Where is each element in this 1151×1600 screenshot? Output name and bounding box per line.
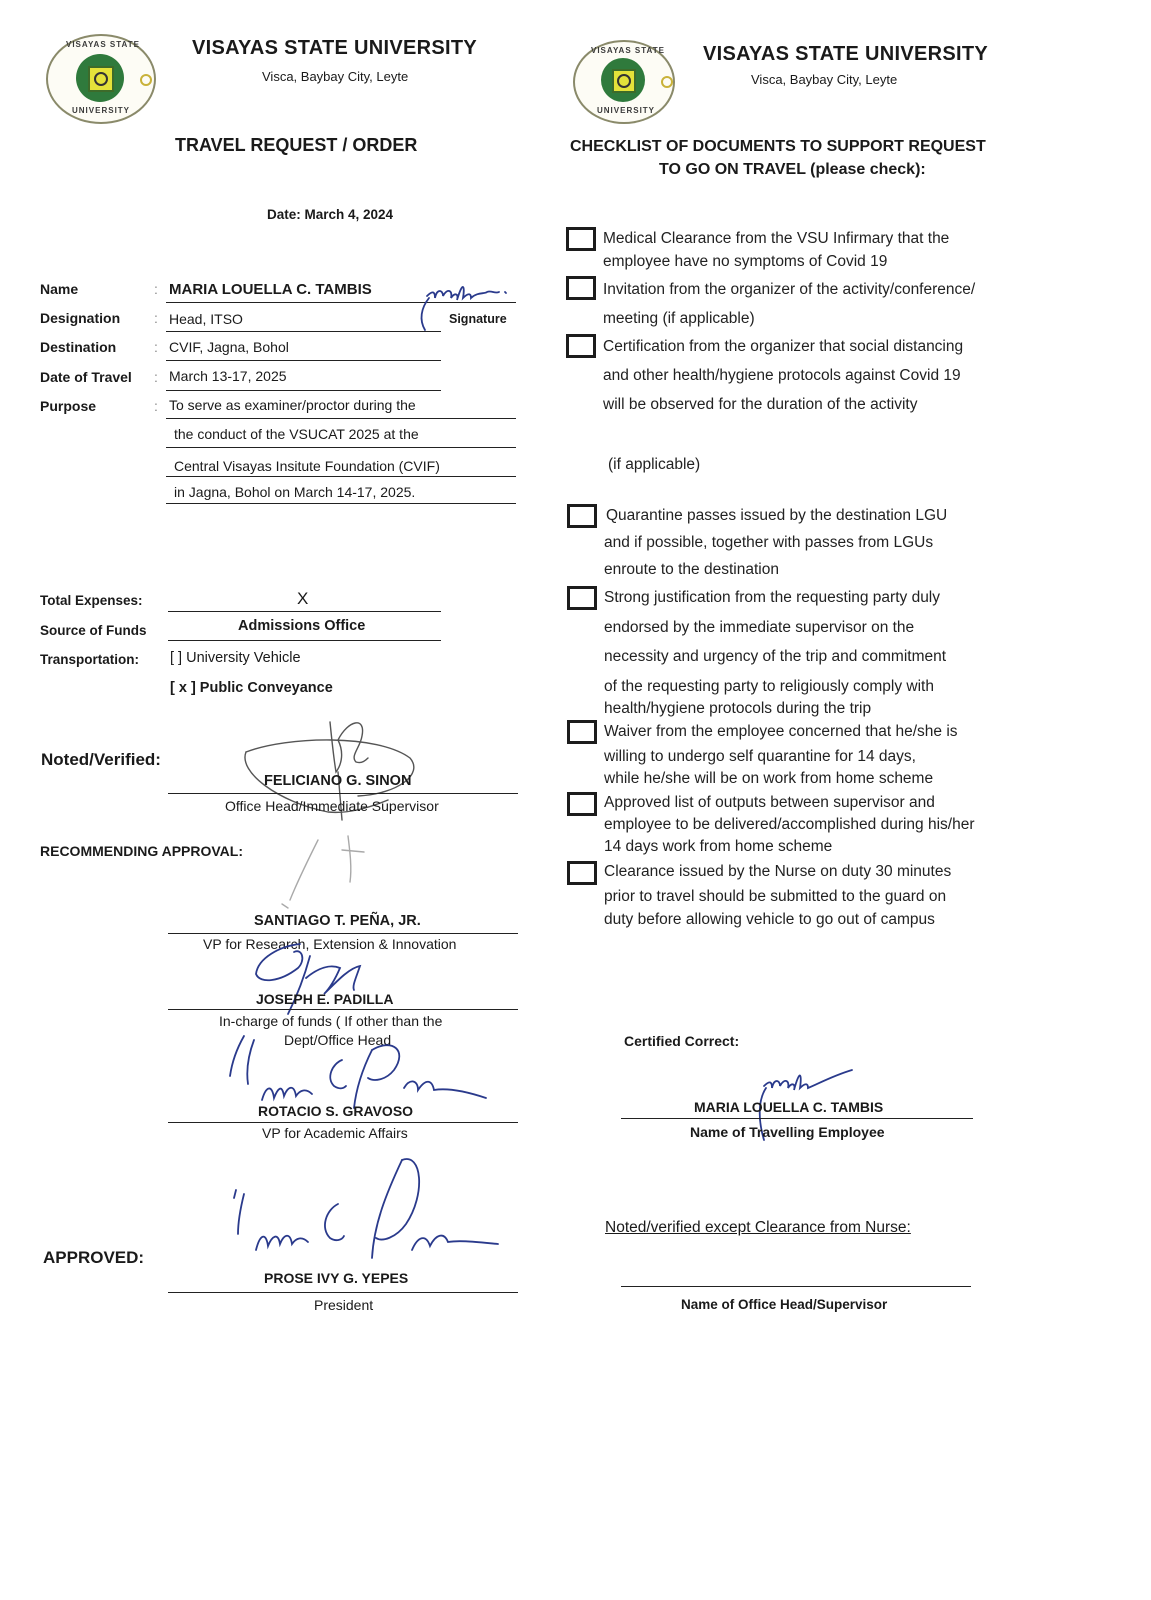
supervisor-title: Office Head/Immediate Supervisor xyxy=(225,798,439,814)
supervisor-name: FELICIANO G. SINON xyxy=(264,773,412,789)
noted-verified-label: Noted/Verified: xyxy=(41,750,161,769)
checklist-text: Strong justification from the requesting party duly xyxy=(604,589,941,606)
designation-underline xyxy=(166,331,441,332)
checklist-text: meeting (if applicable) xyxy=(603,310,755,327)
seal-text-bottom: UNIVERSITY xyxy=(597,106,656,115)
source-of-funds-label: Source of Funds xyxy=(40,623,147,638)
vp-academic-signature xyxy=(222,1030,492,1110)
purpose-line: in Jagna, Bohol on March 14-17, 2025. xyxy=(174,484,416,500)
destination-underline xyxy=(166,360,441,361)
checklist-text: while he/she will be on work from home scheme xyxy=(604,770,934,787)
checklist-text: Clearance issued by the Nurse on duty 30 minutes xyxy=(604,863,952,880)
university-seal-logo xyxy=(46,34,156,124)
total-expenses-value: X xyxy=(297,589,309,608)
president-signature xyxy=(226,1154,506,1264)
checklist-title: CHECKLIST OF DOCUMENTS TO SUPPORT REQUEST xyxy=(570,138,986,155)
university-address: Visca, Baybay City, Leyte xyxy=(262,69,409,84)
source-of-funds-value: Admissions Office xyxy=(238,618,366,634)
checklist-text: Quarantine passes issued by the destination LGU xyxy=(606,507,948,524)
purpose-underline xyxy=(166,503,516,504)
signature-label: Signature xyxy=(449,312,507,326)
purpose-line: Central Visayas Insitute Foundation (CVIF) xyxy=(174,458,440,474)
name-value: MARIA LOUELLA C. TAMBIS xyxy=(169,281,372,298)
vp-research-signature-line xyxy=(168,933,518,934)
approved-label: APPROVED: xyxy=(43,1248,145,1267)
vp-academic-title: VP for Academic Affairs xyxy=(262,1125,408,1141)
checklist-text: enroute to the destination xyxy=(604,561,779,578)
colon: : xyxy=(154,310,158,326)
checklist-text: willing to undergo self quarantine for 14 days, xyxy=(604,748,916,765)
seal-text-top: VISAYAS STATE xyxy=(66,40,140,49)
checklist-text: and other health/hygiene protocols against Covid 19 xyxy=(603,367,961,384)
checklist-text: prior to travel should be submitted to the guard on xyxy=(604,888,947,905)
name-label: Name xyxy=(40,281,79,297)
checklist-text: Approved list of outputs between supervisor and xyxy=(604,794,935,811)
supervisor-signature-line xyxy=(168,793,518,794)
transportation-label: Transportation: xyxy=(40,652,140,667)
vp-research-title: VP for Research, Extension & Innovation xyxy=(203,936,457,952)
funds-officer-signature-line xyxy=(168,1009,518,1010)
total-expenses-label: Total Expenses: xyxy=(40,593,143,608)
checklist-checkbox[interactable] xyxy=(566,276,596,300)
colon: : xyxy=(154,369,158,385)
checklist-checkbox[interactable] xyxy=(567,586,597,610)
purpose-underline xyxy=(166,476,516,477)
public-conveyance-option: [ x ] Public Conveyance xyxy=(170,680,333,696)
date-of-travel-underline xyxy=(166,390,441,391)
checklist-checkbox[interactable] xyxy=(567,504,597,528)
checklist-text: necessity and urgency of the trip and commitment xyxy=(604,648,947,665)
purpose-underline xyxy=(166,418,516,419)
employee-name: MARIA LOUELLA C. TAMBIS xyxy=(694,1099,884,1115)
noted-except-nurse-label: Noted/verified except Clearance from Nurse: xyxy=(605,1219,911,1236)
checklist-text: Waiver from the employee concerned that he/she is xyxy=(604,723,958,740)
source-of-funds-underline xyxy=(168,640,441,641)
vp-academic-signature-line xyxy=(168,1122,518,1123)
checklist-checkbox[interactable] xyxy=(566,334,596,358)
designation-value: Head, ITSO xyxy=(169,311,243,327)
colon: : xyxy=(154,281,158,297)
university-address: Visca, Baybay City, Leyte xyxy=(751,72,898,87)
checklist-text: Invitation from the organizer of the activity/conference/ xyxy=(603,281,976,298)
checklist-text: employee to be delivered/accomplished during his/her xyxy=(604,816,975,833)
checklist-title-line2: TO GO ON TRAVEL (please check): xyxy=(659,161,926,178)
seal-text-top: VISAYAS STATE xyxy=(591,46,665,55)
checklist-text: and if possible, together with passes from LGUs xyxy=(604,534,934,551)
checklist-text: duty before allowing vehicle to go out of campus xyxy=(604,911,935,928)
funds-officer-name: JOSEPH E. PADILLA xyxy=(256,991,394,1007)
checklist-text: (if applicable) xyxy=(608,456,701,473)
checklist-text: health/hygiene protocols during the trip xyxy=(604,700,872,717)
university-name: VISAYAS STATE UNIVERSITY xyxy=(192,37,478,59)
vp-research-name: SANTIAGO T. PEÑA, JR. xyxy=(254,913,421,929)
form-title: TRAVEL REQUEST / ORDER xyxy=(175,135,418,155)
purpose-label: Purpose xyxy=(40,398,97,414)
destination-label: Destination xyxy=(40,339,117,355)
destination-value: CVIF, Jagna, Bohol xyxy=(169,339,289,355)
university-vehicle-option: [ ] University Vehicle xyxy=(170,650,301,666)
date-of-travel-value: March 13-17, 2025 xyxy=(169,368,287,384)
checklist-checkbox[interactable] xyxy=(567,720,597,744)
purpose-underline xyxy=(166,447,516,448)
checklist-text: of the requesting party to religiously comply with xyxy=(604,678,934,695)
vp-research-signature xyxy=(278,830,388,910)
form-date: Date: March 4, 2024 xyxy=(267,207,394,222)
checklist-checkbox[interactable] xyxy=(566,227,596,251)
date-of-travel-label: Date of Travel xyxy=(40,369,132,385)
checklist-text: Medical Clearance from the VSU Infirmary that the xyxy=(603,230,950,247)
seal-text-bottom: UNIVERSITY xyxy=(72,106,131,115)
colon: : xyxy=(154,398,158,414)
certified-correct-label: Certified Correct: xyxy=(624,1033,740,1049)
university-seal-logo xyxy=(573,40,675,124)
employee-caption: Name of Travelling Employee xyxy=(690,1124,885,1140)
checklist-checkbox[interactable] xyxy=(567,861,597,885)
president-name: PROSE IVY G. YEPES xyxy=(264,1270,409,1286)
funds-officer-title: In-charge of funds ( If other than the xyxy=(219,1013,443,1029)
total-expenses-underline xyxy=(168,611,441,612)
vp-academic-name: ROTACIO S. GRAVOSO xyxy=(258,1103,414,1119)
supervisor-caption: Name of Office Head/Supervisor xyxy=(681,1297,888,1312)
purpose-line: To serve as examiner/proctor during the xyxy=(169,397,416,413)
colon: : xyxy=(154,339,158,355)
funds-officer-title-line2: Dept/Office Head xyxy=(284,1032,392,1048)
university-name: VISAYAS STATE UNIVERSITY xyxy=(703,43,989,65)
recommending-approval-label: RECOMMENDING APPROVAL: xyxy=(40,843,243,859)
checklist-text: endorsed by the immediate supervisor on the xyxy=(604,619,915,636)
checklist-text: will be observed for the duration of the activity xyxy=(603,396,918,413)
checklist-text: employee have no symptoms of Covid 19 xyxy=(603,253,888,270)
president-signature-line xyxy=(168,1292,518,1293)
president-title: President xyxy=(314,1297,374,1313)
supervisor-signature-line xyxy=(621,1286,971,1287)
employee-signature-line xyxy=(621,1118,973,1119)
designation-label: Designation xyxy=(40,310,121,326)
checklist-text: Certification from the organizer that social distancing xyxy=(603,338,964,355)
purpose-line: the conduct of the VSUCAT 2025 at the xyxy=(174,426,419,442)
requester-signature xyxy=(415,278,515,334)
checklist-checkbox[interactable] xyxy=(567,792,597,816)
checklist-text: 14 days work from home scheme xyxy=(604,838,833,855)
